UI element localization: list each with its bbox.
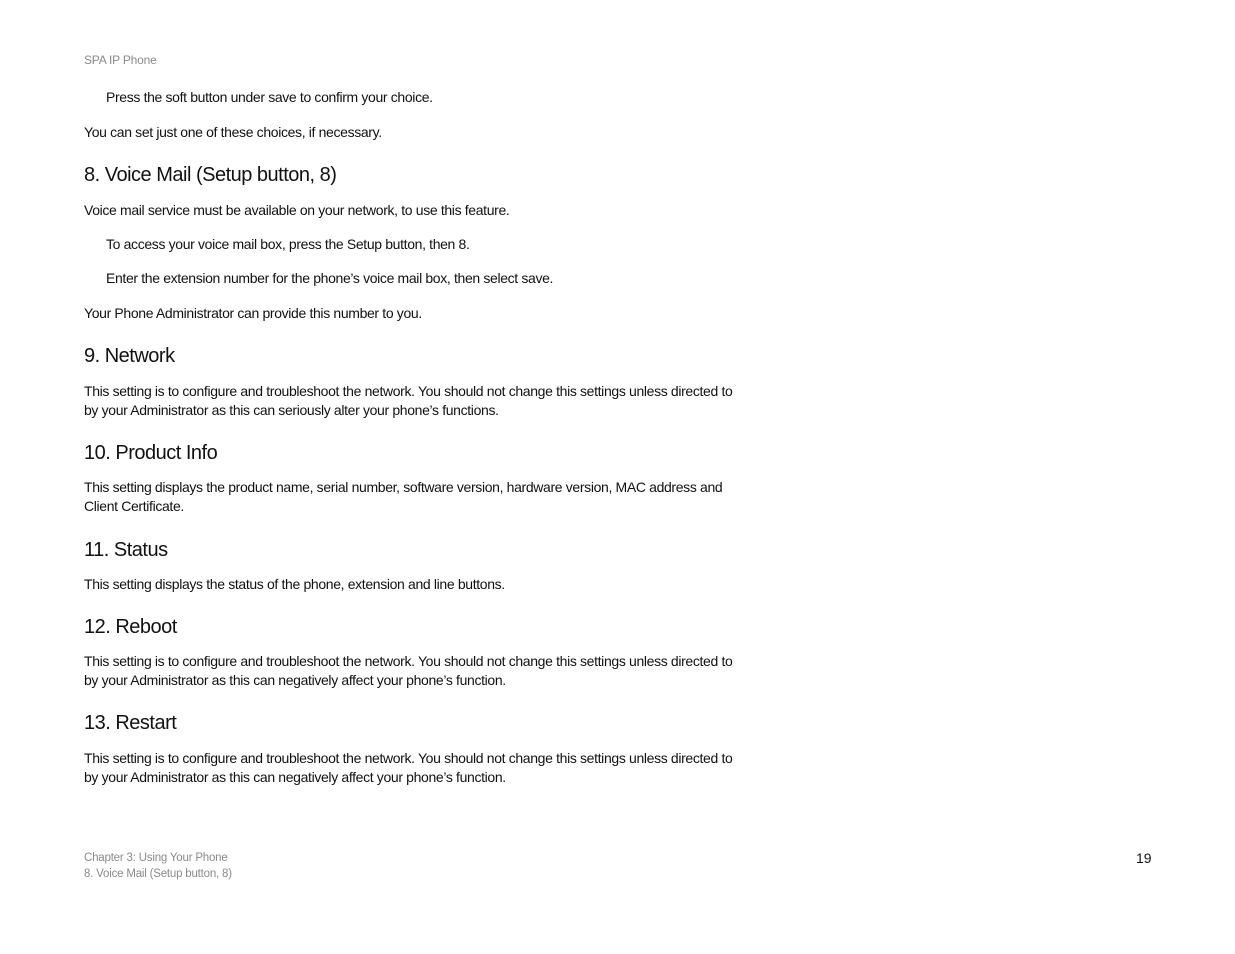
paragraph-voicemail-extension: Enter the extension number for the phone’s voice mail box, then select save.	[106, 270, 554, 286]
paragraph-productinfo-line-1: This setting displays the product name, serial number, software version, hardware version, MAC address and	[84, 479, 723, 495]
footer-breadcrumb	[84, 850, 232, 882]
heading-voice-mail: 8. Voice Mail (Setup button, 8)	[84, 164, 337, 186]
running-header: SPA IP Phone	[84, 53, 157, 67]
paragraph-restart-line-2: by your Administrator as this can negatively affect your phone’s function.	[84, 769, 506, 785]
paragraph-restart-line-1: This setting is to configure and troubleshoot the network. You should not change this settings unless directed to	[84, 750, 733, 766]
paragraph-voicemail-access: To access your voice mail box, press the Setup button, then 8.	[106, 236, 470, 252]
paragraph-reboot-line-1: This setting is to configure and troubleshoot the network. You should not change this settings unless directed to	[84, 653, 733, 669]
paragraph-choices-note: You can set just one of these choices, if necessary.	[84, 124, 382, 140]
heading-status: 11. Status	[84, 539, 168, 561]
heading-restart: 13. Restart	[84, 712, 177, 734]
footer-section: 8. Voice Mail (Setup button, 8)	[84, 868, 232, 880]
paragraph-save-instruction: Press the soft button under save to confirm your choice.	[106, 89, 433, 105]
page-number: 19	[1136, 850, 1152, 866]
heading-product-info: 10. Product Info	[84, 442, 218, 464]
paragraph-voicemail-admin: Your Phone Administrator can provide this number to you.	[84, 305, 422, 321]
paragraph-voicemail-availability: Voice mail service must be available on your network, to use this feature.	[84, 202, 510, 218]
paragraph-status: This setting displays the status of the phone, extension and line buttons.	[84, 576, 505, 592]
heading-reboot: 12. Reboot	[84, 616, 177, 638]
paragraph-reboot-line-2: by your Administrator as this can negatively affect your phone’s function.	[84, 672, 506, 688]
paragraph-network-line-1: This setting is to configure and troubleshoot the network. You should not change this settings unless directed to	[84, 383, 733, 399]
heading-network: 9. Network	[84, 345, 175, 367]
paragraph-network-line-2: by your Administrator as this can seriously alter your phone’s functions.	[84, 402, 499, 418]
footer-chapter: Chapter 3: Using Your Phone	[84, 852, 228, 864]
page-content	[84, 88, 764, 787]
paragraph-productinfo-line-2: Client Certificate.	[84, 498, 184, 514]
